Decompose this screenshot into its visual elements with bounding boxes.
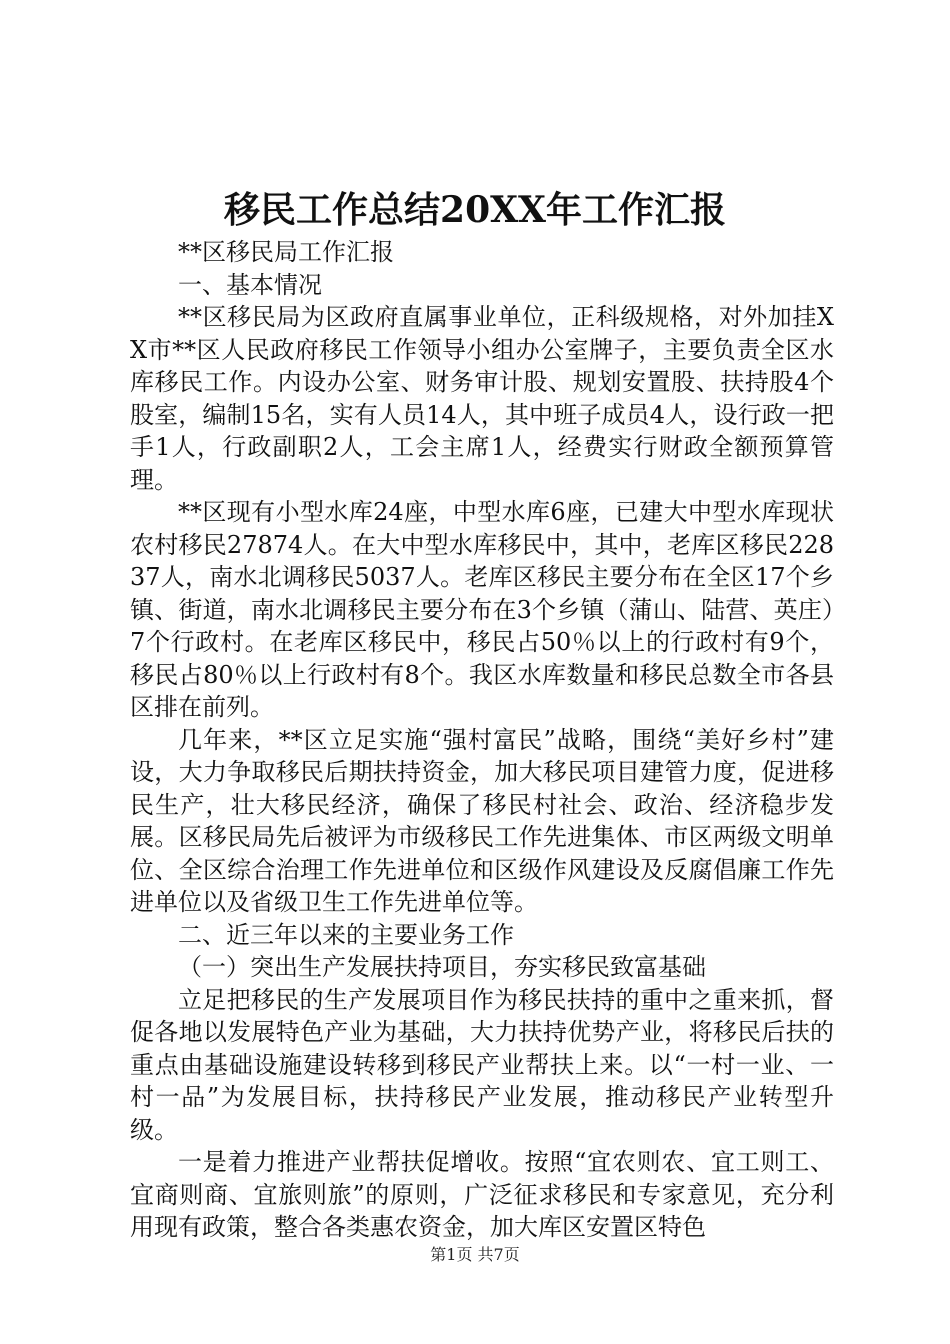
paragraph: **区现有小型水库24座，中型水库6座，已建大中型水库现状农村移民27874人。在大中型水库移民中，其中，老库区移民22837人，南水北调移民5037人。老库区移民主要分布在全区17个乡镇、街道，南水北调移民主要分布在3个乡镇（蒲山、陆营、英庄）7个行政村。在老库区移民中，移民占50％以上的行政村有9个，移民占80％以上行政村有8个。我区水库数量和移民总数全市各县区排在前列。 [130, 498, 834, 721]
subsection-heading: （一）突出生产发展扶持项目，夯实移民致富基础 [178, 953, 706, 981]
page-footer: 第1页 共7页 [430, 1245, 520, 1264]
paragraph: **区移民局为区政府直属事业单位，正科级规格，对外加挂XX市**区人民政府移民工作领导小组办公室牌子，主要负责全区水库移民工作。内设办公室、财务审计股、规划安置股、扶持股4个股室，编制15名，实有人员14人，其中班子成员4人，设行政一把手1人，行政副职2人，工会主席1人，经费实行财政全额预算管理。 [130, 303, 834, 494]
paragraph: 一是着力推进产业帮扶促增收。按照“宜农则农、宜工则工、宜商则商、宜旅则旅”的原则，广泛征求移民和专家意见，充分利用现有政策，整合各类惠农资金，加大库区安置区特色 [130, 1148, 834, 1241]
paragraph: 立足把移民的生产发展项目作为移民扶持的重中之重来抓，督促各地以发展特色产业为基础，大力扶持优势产业，将移民后扶的重点由基础设施建设转移到移民产业帮扶上来。以“一村一业、一村一品”为发展目标，扶持移民产业发展，推动移民产业转型升级。 [130, 985, 834, 1144]
document-body [130, 236, 834, 1244]
section-heading-basic-situation: 一、基本情况 [178, 270, 322, 299]
document-title: 移民工作总结20XX年工作汇报 [224, 189, 726, 231]
paragraph: 几年来，**区立足实施“强村富民”战略，围绕“美好乡村”建设，大力争取移民后期扶持资金，加大移民项目建管力度，促进移民生产，壮大移民经济，确保了移民村社会、政治、经济稳步发展。区移民局先后被评为市级移民工作先进集体、市区两级文明单位、全区综合治理工作先进单位和区级作风建设及反腐倡廉工作先进单位以及省级卫生工作先进单位等。 [130, 725, 834, 916]
paragraph-subtitle: **区移民局工作汇报 [178, 238, 394, 266]
section-heading-main-work: 二、近三年以来的主要业务工作 [178, 920, 514, 949]
